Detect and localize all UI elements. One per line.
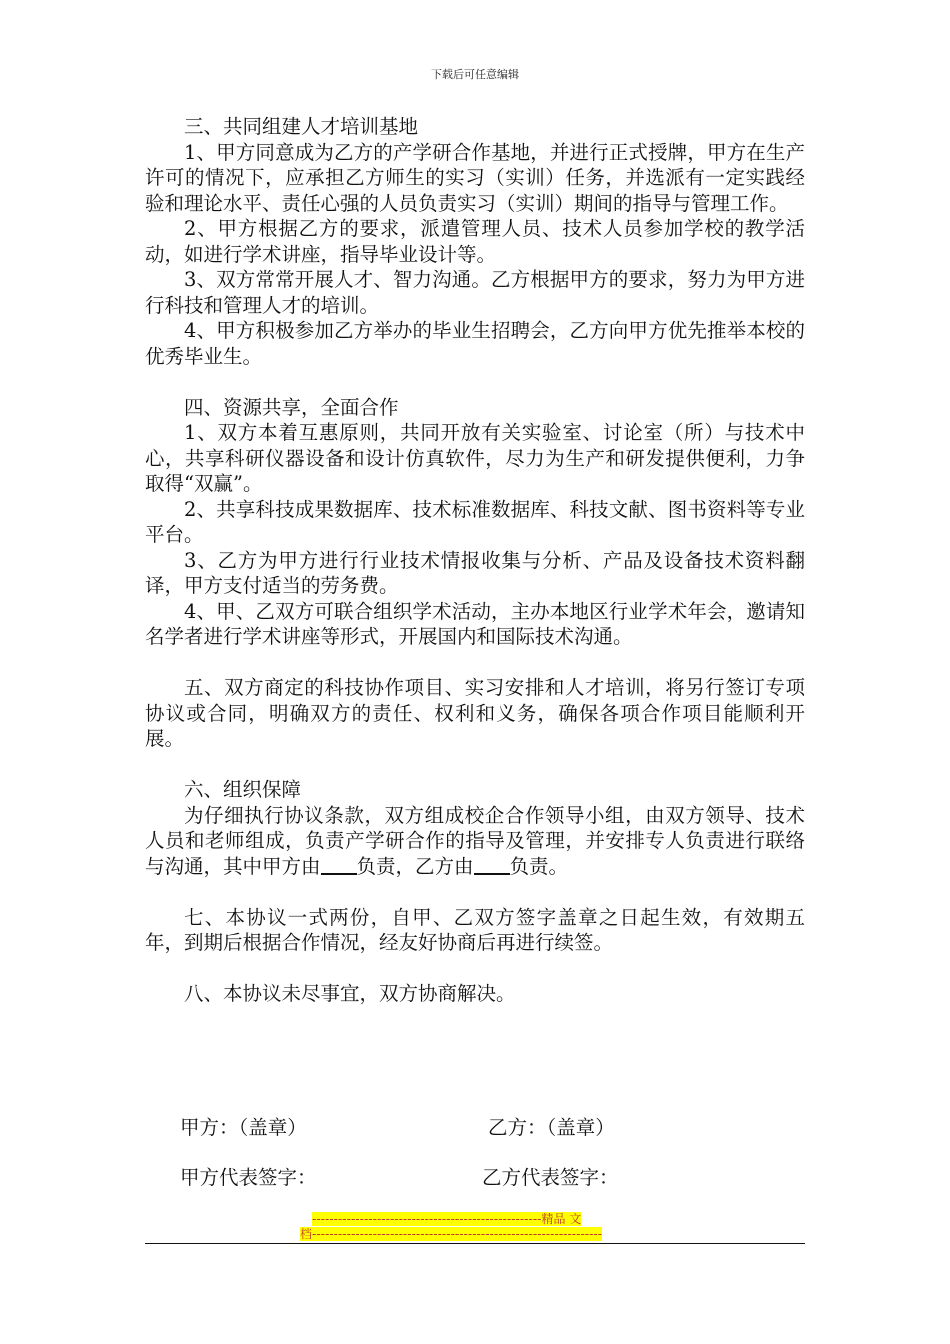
paragraph: 八、本协议未尽事宜，双方协商解决。	[184, 982, 516, 1005]
section-title: 三、共同组建人才培训基地	[184, 115, 419, 138]
fill-blank-party-b	[474, 855, 510, 875]
paragraph-text: 负责。	[509, 854, 569, 878]
paragraph: 1、甲方同意成为乙方的产学研合作基地，并进行正式授牌，甲方在生产许可的情况下，应承担乙方师生的实习（实训）任务，并选派有一定实践经验和理论水平、责任心强的人员负责实习（实训）期间的指导与管理工作。	[145, 140, 805, 215]
paragraph-text: 负责，乙方由	[356, 854, 474, 878]
fill-blank-party-a	[321, 855, 357, 875]
paragraph: 五、双方商定的科技协作项目、实习安排和人才培训，将另行签订专项协议或合同，明确双方的责任、权利和义务，确保各项合作项目能顺利开展。	[145, 676, 805, 750]
paragraph-text: 为仔细执行协议条款，双方组成校企合作领导小组，由双方领导、技术人员和老师组成，负责产学研合作的指导及管理，并安排专人负责进行联络与沟通，其中甲方由	[145, 803, 805, 878]
party-a-seal-label: 甲方：（盖章）	[180, 1116, 307, 1139]
paragraph: 七、本协议一式两份，自甲、乙双方签字盖章之日起生效，有效期五年，到期后根据合作情况，经友好协商后再进行续签。	[145, 905, 805, 954]
section-3	[145, 114, 805, 369]
paragraph: 2、共享科技成果数据库、技术标准数据库、科技文献、图书资料等专业平台。	[145, 497, 805, 546]
footer-line-2: 档-------------------------------------------------------------------	[300, 1227, 603, 1241]
paragraph: 1、双方本着互惠原则，共同开放有关实验室、讨论室（所）与技术中心，共享科研仪器设备和设计仿真软件，尽力为生产和研发提供便利，力争取得“双赢”。	[145, 421, 805, 495]
paragraph: 2、甲方根据乙方的要求，派遣管理人员、技术人员参加学校的教学活动，如进行学术讲座，指导毕业设计等。	[145, 217, 805, 266]
paragraph: 3、双方常常开展人才、智力沟通。乙方根据甲方的要求，努力为甲方进行科技和管理人才的培训。	[145, 268, 805, 317]
paragraph	[145, 803, 805, 880]
section-4	[145, 395, 805, 650]
paragraph: 4、甲方积极参加乙方举办的毕业生招聘会，乙方向甲方优先推举本校的优秀毕业生。	[145, 319, 805, 368]
page-header: 下载后可任意编辑	[431, 68, 519, 81]
section-8	[145, 981, 805, 1007]
footer-divider	[145, 1243, 805, 1244]
section-6	[145, 777, 805, 879]
document-body	[145, 114, 805, 1007]
section-5	[145, 675, 805, 752]
party-b-rep-label: 乙方代表签字：	[482, 1166, 619, 1189]
paragraph: 3、乙方为甲方进行行业技术情报收集与分析、产品及设备技术资料翻译，甲方支付适当的劳务费。	[145, 548, 805, 597]
section-7	[145, 905, 805, 956]
party-b-seal-label: 乙方：（盖章）	[488, 1116, 615, 1139]
footer-line-1: -----------------------------------------------------精品 文	[312, 1212, 582, 1226]
section-title: 四、资源共享，全面合作	[184, 395, 399, 419]
section-title: 六、组织保障	[184, 778, 302, 801]
paragraph: 4、甲、乙双方可联合组织学术活动，主办本地区行业学术年会，邀请知名学者进行学术讲座等形式，开展国内和国际技术沟通。	[145, 599, 805, 648]
party-a-rep-label: 甲方代表签字：	[180, 1166, 317, 1189]
footer-watermark-text	[300, 1212, 650, 1242]
